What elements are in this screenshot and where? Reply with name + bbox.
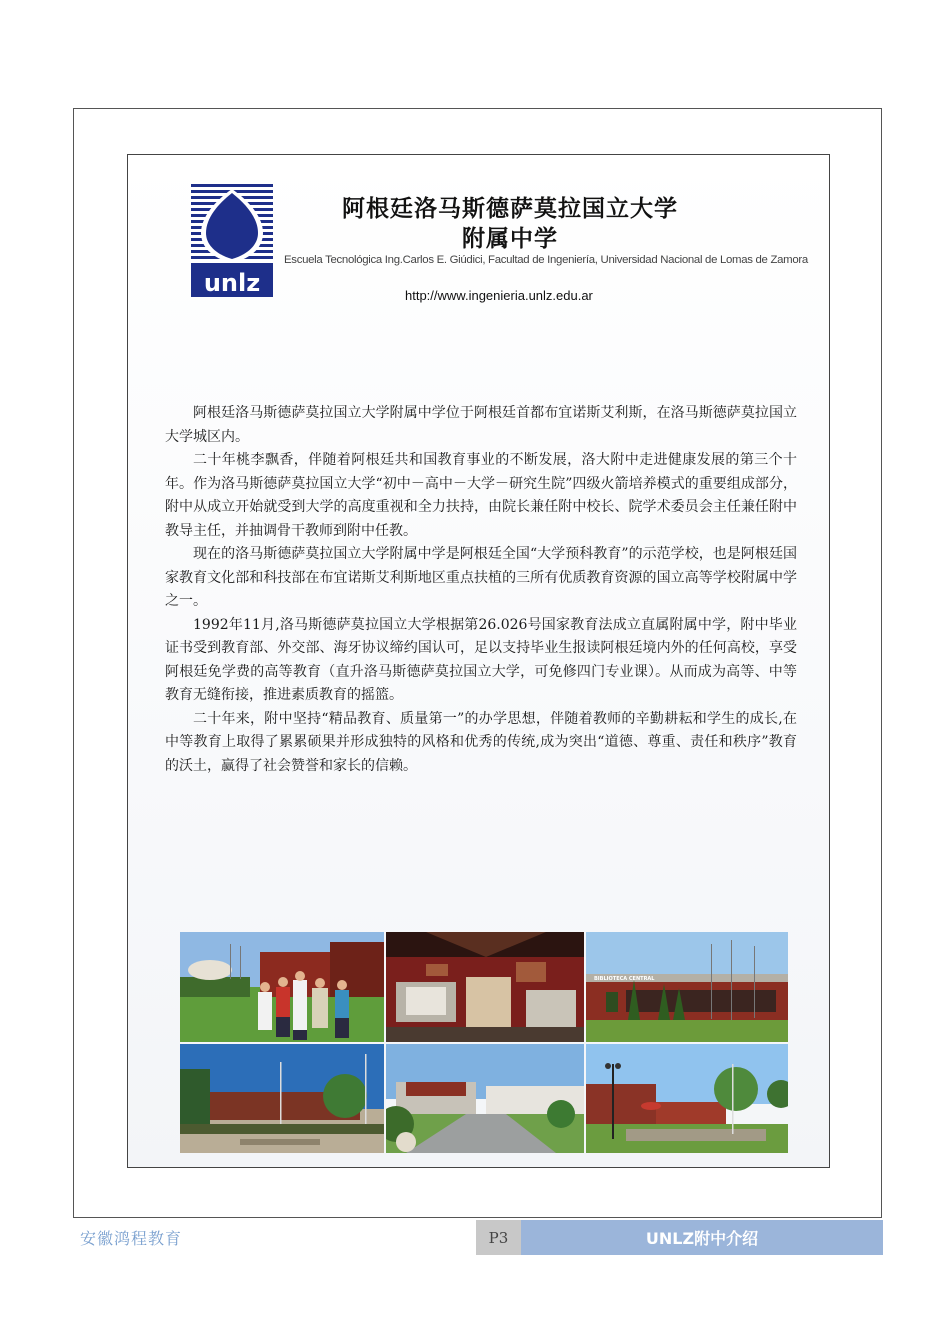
campus-students-photo <box>180 932 384 1042</box>
paragraph: 现在的洛马斯德萨莫拉国立大学附属中学是阿根廷全国“大学预科教育”的示范学校，也是阿根廷国家教育文化部和科技部在布宜诺斯艾利斯地区重点扶植的三所有优质教育资源的国立高等学校附属中学之一。 <box>165 546 797 609</box>
paragraph: 二十年来，附中坚持“精品教育、质量第一”的办学思想，伴随着教师的辛勤耕耘和学生的成长,在中等教育上取得了累累硕果并形成独特的风格和优秀的传统,成为突出“道德、尊重、责任和秩序”教育的沃土，赢得了社会赞誉和家长的信赖。 <box>165 710 797 774</box>
campus-plaza-photo <box>586 1044 788 1153</box>
school-title-line2: 附属中学 <box>462 226 558 252</box>
page-number: P3 <box>476 1220 521 1255</box>
section-title: UNLZ附中介绍 <box>521 1220 883 1255</box>
spanish-subtitle: Escuela Tecnológica Ing.Carlos E. Giúdici, Facultad de Ingeniería, Universidad Nacional de Lomas de Zamora <box>284 254 808 266</box>
campus-courtyard-photo <box>180 1044 384 1153</box>
paragraph: 阿根廷洛马斯德萨莫拉国立大学附属中学位于阿根廷首都布宜诺斯艾利斯，在洛马斯德萨莫拉国立大学城区内。 <box>165 405 797 445</box>
biblioteca-building-photo <box>586 932 788 1042</box>
library-sign: BIBLIOTECA CENTRAL <box>594 976 655 982</box>
website-url-link[interactable]: http://www.ingenieria.unlz.edu.ar <box>405 288 593 303</box>
campus-interior-photo <box>386 932 584 1042</box>
paragraph: 1992年11月,洛马斯德萨莫拉国立大学根据第26.026号国家教育法成立直属附属中学，附中毕业证书受到教育部、外交部、海牙协议缔约国认可，足以支持毕业生报读阿根廷境内外的任何高校，享受阿根廷免学费的高等教育（直升洛马斯德萨莫拉国立大学，可免修四门专业课）。从而成为高等、中等教育无缝衔接，推进素质教育的摇篮。 <box>165 616 797 703</box>
unlz-logo <box>191 183 273 297</box>
campus-road-photo <box>386 1044 584 1153</box>
logo-text: unlz <box>203 269 261 297</box>
footer-brand-text: 安徽鸿程教育 <box>80 1229 183 1248</box>
campus-photo-grid <box>180 932 788 1153</box>
school-title: 阿根廷洛马斯德萨莫拉国立大学 <box>342 196 678 222</box>
intro-text <box>165 402 797 778</box>
paragraph: 二十年桃李飘香，伴随着阿根廷共和国教育事业的不断发展，洛大附中走进健康发展的第三个十年。作为洛马斯德萨莫拉国立大学“初中－高中－大学－研究生院”四级火箭培养模式的重要组成部分，附中从成立开始就受到大学的高度重视和全力扶持，由院长兼任附中校长、院学术委员会主任兼任附中教导主任，并抽调骨干教师到附中任教。 <box>165 452 797 539</box>
